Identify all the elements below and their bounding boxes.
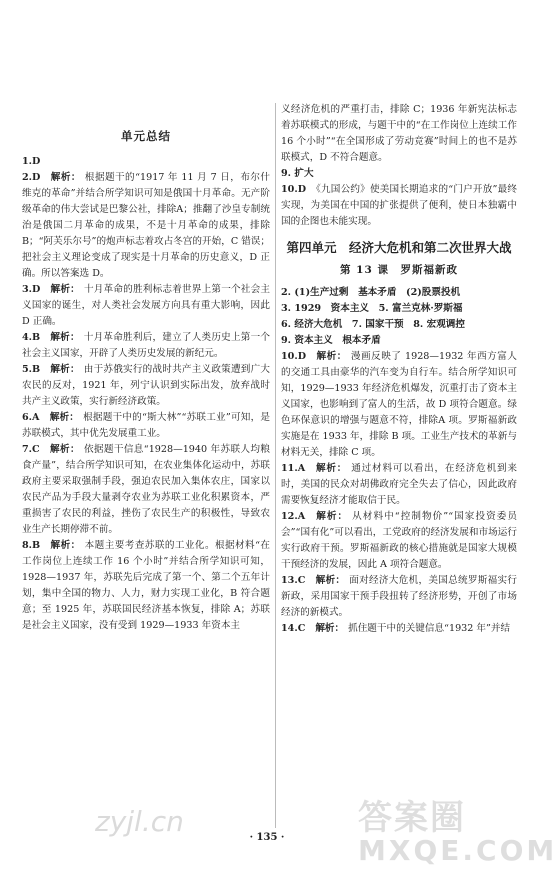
watermark-right bbox=[358, 798, 557, 868]
right-column bbox=[281, 102, 517, 637]
answer-item-8: 8.B 解析： 本题主要考查苏联的工业化。根据材料“在工作岗位上连续工作 16 个小时”并结合所学知识可知，1928—1937 年，苏联先后完成了第一个、第二个五年计划，集中全国的物力、人力，财力实现工业化，B 符合题意；至 1925 年，苏联国民经济基本恢复，排除 A；苏联是社会主义国家，没有受到 1929—1933 年资本主 bbox=[22, 540, 271, 631]
answer-item-3: 3.D 解析： 十月革命的胜利标志着世界上第一个社会主义国家的诞生，对人类社会发展方向具有重大影响，因此 D 正确。 bbox=[22, 284, 271, 327]
column-divider bbox=[275, 103, 276, 828]
section-title: 单元总结 bbox=[121, 129, 171, 143]
left-column bbox=[22, 103, 270, 634]
answer-item-10: 10.D 解析： 漫画反映了 1928—1932 年西方富人的交通工具由豪华的汽车变为自行车。结合所学知识可知，1929—1933 年经济危机爆发，沉重打击了资本主义国家，也影响到了富人的生活，故 D 项符合题意。绿色环保意识的增强与题意不符，排除A 项。罗斯福新政实施是在 1933 年，排除 B 项。工业生产技术的革新与材料无关，排除 C 项。 bbox=[281, 351, 517, 458]
answer-item-14: 14.C 解析： 抓住题干中的关键信息“1932 年”并结 bbox=[281, 623, 511, 634]
answer-item-7: 7.C 解析： 依据题干信息“1928—1940 年苏联人均粮食产量”，结合所学知识可知，在农业集体化运动中，苏联政府主要采取强制手段，强迫农民加入集体农庄，国家以农民产品为手段大量剥夺农业为苏联工业化积累资本，严重损害了农民的利益，挫伤了农民生产的积极性，导致农业生产长期停滞不前。 bbox=[22, 444, 270, 535]
answer-item-4: 4.B 解析： 十月革命胜利后，建立了人类历史上第一个社会主义国家，开辟了人类历史发展的新纪元。 bbox=[22, 332, 270, 359]
answer-item-13: 13.C 解析： 面对经济大危机，美国总统罗斯福实行新政，采用国家干预手段扭转了经济形势，开创了市场经济的新模式。 bbox=[281, 575, 517, 618]
page-number: · 135 · bbox=[249, 832, 285, 843]
watermark-right-bottom: MXQE.COM bbox=[358, 834, 557, 867]
answer-item-12: 12.A 解析： 从材料中“控制物价”“国家投资委员会”“国有化”可以看出，工党政府的经济发展和市场运行实行政府干预。罗斯福新政的核心措施就是国家大规模干预经济的发展，因此 A 项符合题意。 bbox=[281, 511, 517, 570]
lesson-title: 第 13 课 罗斯福新政 bbox=[340, 264, 458, 276]
answer-item-2: 2.D 解析： 根据题干的“1917 年 11 月 7 日，布尔什维克的革命”并结合所学知识可知是俄国十月革命。无产阶级革命的伟大尝试是巴黎公社，排除A；推翻了沙皇专制统治是俄国二月革命的成果，不是十月革命的成果，排除 B；“阿芙乐尔号”的炮声标志着攻占冬宫的开始，C 错误；把社会主义理论变成了现实是十月革命的历史意义，D 正确。所以答案选 D。 bbox=[22, 172, 270, 279]
answer-item-11: 11.A 解析： 通过材料可以看出，在经济危机到来时，美国的民众对胡佛政府完全失去了信心，因此政府需要恢复经济才能取信于民。 bbox=[281, 463, 518, 506]
watermark-right-top: 答案圈 bbox=[358, 798, 466, 838]
watermark-left: zyjl.cn bbox=[95, 805, 184, 838]
answer-item-9: 9. 扩大 bbox=[281, 168, 314, 179]
fill-answer-row: 9. 资本主义 根本矛盾 bbox=[281, 335, 381, 346]
unit-title: 第四单元 经济大危机和第二次世界大战 bbox=[286, 240, 512, 255]
fill-answer-row: 2. (1)生产过剩 基本矛盾 (2)股票投机 bbox=[281, 287, 461, 298]
continuation-text: 义经济危机的严重打击，排除 C；1936 年新宪法标志着苏联模式的形成，与题干中的“在工作岗位上连续工作 16 个小时”“在全国形成了劳动竞赛”时间上的也不是苏联模式，D 不符合题意。 bbox=[281, 104, 517, 163]
answer-item-10a: 10.D 《九国公约》使美国长期追求的“门户开放”最终实现，为美国在中国的扩张提供了便利，使日本独霸中国的企图也未能实现。 bbox=[281, 184, 517, 227]
fill-answer-row: 3. 1929 资本主义 5. 富兰克林·罗斯福 bbox=[281, 303, 463, 314]
fill-answer-row: 6. 经济大危机 7. 国家干预 8. 宏观调控 bbox=[281, 319, 465, 330]
answer-item-5: 5.B 解析： 由于苏俄实行的战时共产主义政策遭到广大农民的反对，1921 年，列宁认识到实际出发，放弃战时共产主义政策，实行新经济政策。 bbox=[22, 364, 270, 407]
answer-item-6: 6.A 解析： 根据题干中的“斯大林”“苏联工业”可知，是苏联模式，其中优先发展重工业。 bbox=[22, 412, 270, 439]
answer-item-1: 1.D bbox=[22, 156, 41, 167]
